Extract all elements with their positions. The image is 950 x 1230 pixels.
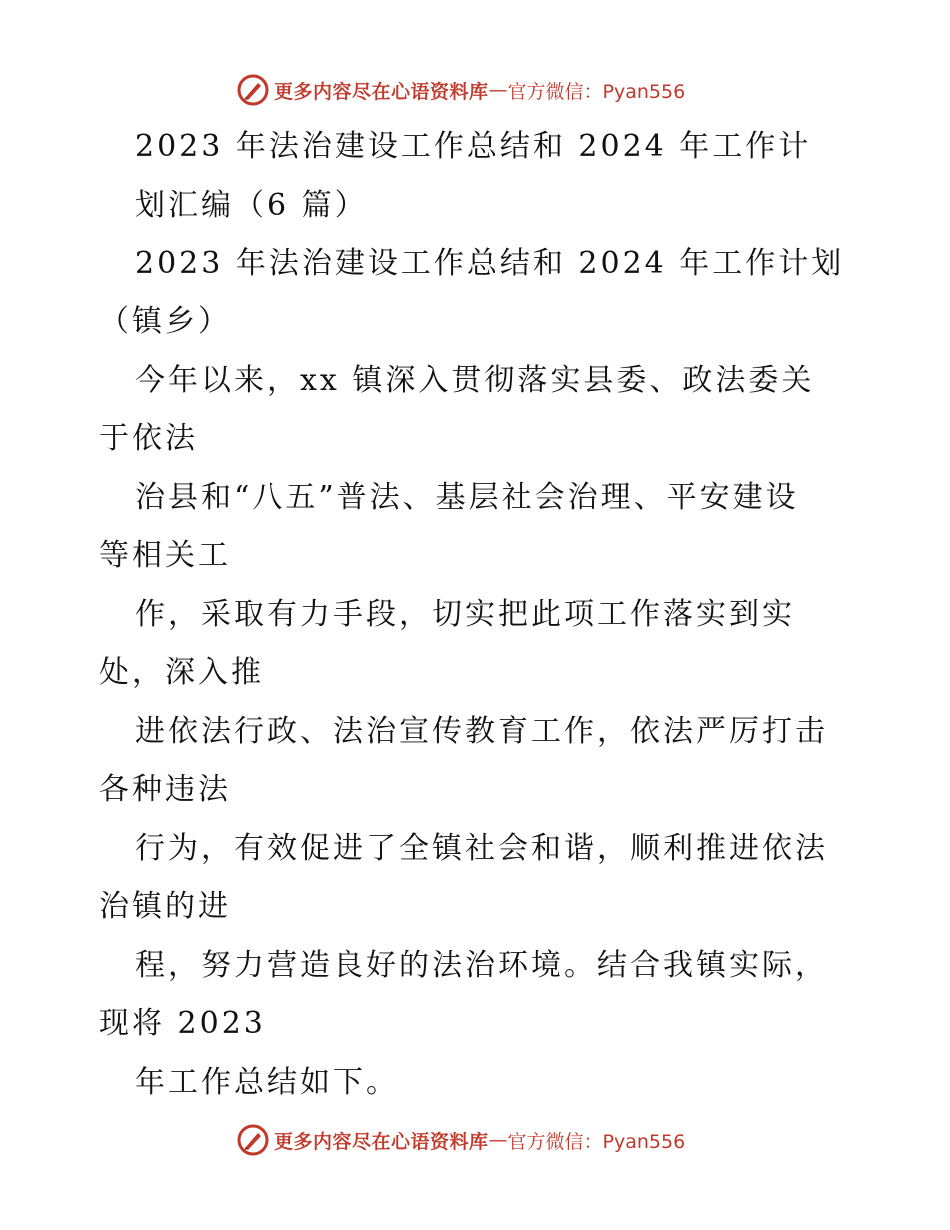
title-line-2: 划汇编（6 篇） <box>135 188 368 223</box>
paragraph-line: 作，采取有力手段，切实把此项工作落实到实 <box>135 597 795 632</box>
paragraph-line: 今年以来，xx 镇深入贯彻落实县委、政法委关 <box>135 363 815 398</box>
paragraph-line: 各种违法 <box>99 772 231 807</box>
header-watermark <box>236 73 685 107</box>
paragraph-line: 年工作总结如下。 <box>135 1065 399 1100</box>
pen-logo-icon <box>236 73 270 107</box>
footer-watermark <box>236 1123 685 1157</box>
paragraph-line: 行为，有效促进了全镇社会和谐，顺利推进依法 <box>135 831 828 866</box>
paragraph-line: 程，努力营造良好的法治环境。结合我镇实际， <box>135 948 828 983</box>
watermark-dash: — <box>488 79 508 101</box>
watermark-dash: — <box>488 1129 508 1151</box>
paragraph-line: 治镇的进 <box>99 889 231 924</box>
watermark-contact: 官方微信：Pyan556 <box>507 1130 686 1153</box>
title-line-1: 2023 年法治建设工作总结和 2024 年工作计 <box>135 129 812 164</box>
paragraph-line: 等相关工 <box>99 538 231 573</box>
paragraph-line: 治县和“八五”普法、基层社会治理、平安建设 <box>135 480 799 515</box>
paragraph-line: 处，深入推 <box>99 655 264 690</box>
watermark-contact: 官方微信：Pyan556 <box>507 80 686 103</box>
subtitle-line-1: 2023 年法治建设工作总结和 2024 年工作计划 <box>135 246 845 281</box>
paragraph-line: 现将 2023 <box>99 1006 266 1041</box>
watermark-brand: 更多内容尽在心语资料库 <box>274 80 489 103</box>
watermark-brand: 更多内容尽在心语资料库 <box>274 1130 489 1153</box>
paragraph-line: 于依法 <box>99 421 198 456</box>
paragraph-line: 进依法行政、法治宣传教育工作，依法严厉打击 <box>135 714 828 749</box>
pen-logo-icon <box>236 1123 270 1157</box>
subtitle-line-2: （镇乡） <box>99 304 231 339</box>
